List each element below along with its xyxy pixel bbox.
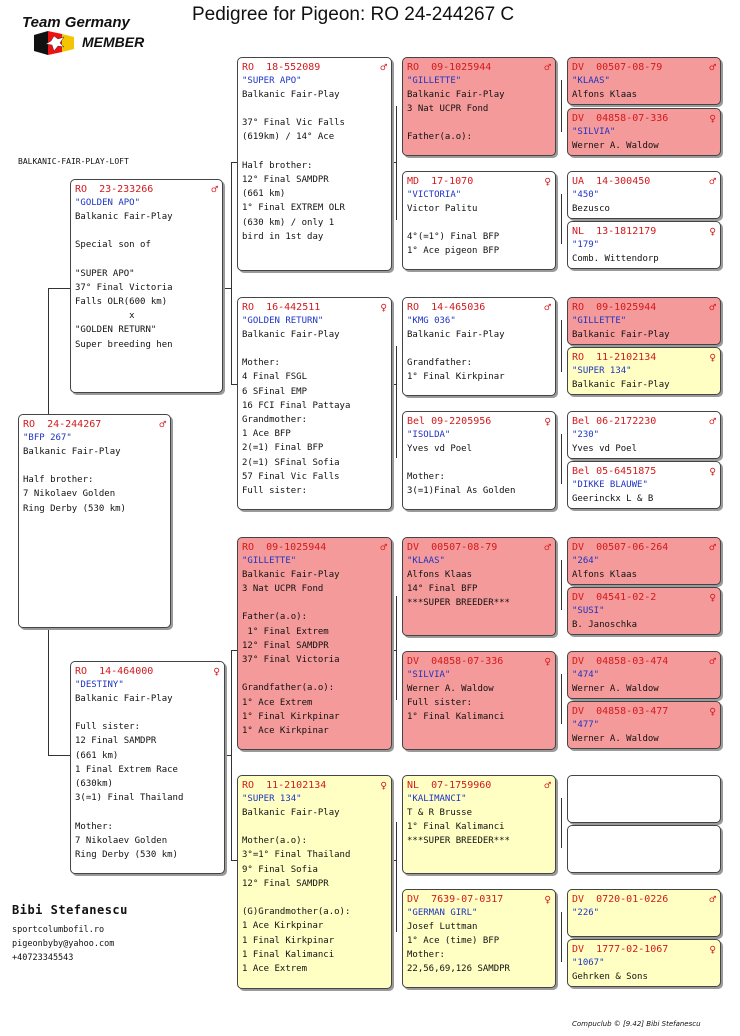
pigeon-owner: Balkanic Fair-Play [407, 330, 505, 340]
connector-line [561, 798, 562, 848]
gen4-card-14-empty[interactable] [567, 825, 721, 873]
male-sex-icon: ♂ [211, 183, 218, 196]
ring-number: RO 14-464000 [75, 666, 154, 677]
pigeon-notes: Half brother: 7 Nikolaev Golden Ring Derby (530 km) [23, 475, 126, 514]
connector-line [231, 650, 232, 860]
gen3-card-7[interactable] [402, 775, 556, 874]
pigeon-notes: 37° Final Vic Falls (619km) / 14° Ace Half brother: 12° Final SAMDPR (661 km) 1° Final EXTREM OLR (630 km) / only 1 bird in 1st day [242, 118, 345, 242]
ring-number: RO 11-2102134 [242, 780, 327, 791]
pigeon-name: "450" [572, 190, 600, 200]
pigeon-notes: 1° Final Kalimanci ***SUPER BREEDER*** [407, 822, 510, 847]
ring-number: MD 17-1070 [407, 176, 474, 187]
female-sex-icon: ♀ [709, 943, 716, 956]
pigeon-name: "GOLDEN APO" [75, 198, 141, 208]
ring-number: DV 00507-08-79 [572, 62, 663, 73]
pigeon-owner: Werner A. Waldow [572, 141, 659, 151]
pigeon-owner: Victor Palitu [407, 204, 478, 214]
pigeon-name: "SUPER APO" [242, 76, 302, 86]
pigeon-name: "179" [572, 240, 600, 250]
connector-line [48, 288, 49, 417]
connector-line [561, 912, 562, 962]
ring-number: Bel 05-6451875 [572, 466, 657, 477]
female-sex-icon: ♀ [709, 225, 716, 238]
ring-number: DV 00507-06-264 [572, 542, 669, 553]
pigeon-owner: T & R Brusse [407, 808, 473, 818]
male-sex-icon: ♂ [544, 541, 551, 554]
ring-number: RO 16-442511 [242, 302, 321, 313]
connector-line [561, 80, 562, 132]
connector-line [396, 106, 397, 220]
ring-number: RO 18-552089 [242, 62, 321, 73]
pigeon-owner: Balkanic Fair-Play [242, 330, 340, 340]
male-sex-icon: ♂ [544, 61, 551, 74]
male-sex-icon: ♂ [709, 175, 716, 188]
ring-number: Bel 09-2205956 [407, 416, 492, 427]
pigeon-notes: 3 Nat UCPR Fond Father(a.o): [407, 104, 489, 143]
gen4-card-9[interactable] [567, 537, 721, 585]
pigeon-owner: Alfons Klaas [572, 570, 638, 580]
pigeon-owner: Balkanic Fair-Play [23, 447, 121, 457]
gen3-card-8[interactable] [402, 889, 556, 988]
ring-number: Bel 06-2172230 [572, 416, 657, 427]
sire-sire-card[interactable] [237, 57, 392, 271]
ring-number: DV 04858-03-477 [572, 706, 669, 717]
gen4-card-6[interactable] [567, 347, 721, 395]
gen4-card-7[interactable] [567, 411, 721, 459]
gen4-card-3[interactable] [567, 171, 721, 219]
pigeon-owner: Werner A. Waldow [407, 684, 494, 694]
male-sex-icon: ♂ [380, 61, 387, 74]
connector-line [222, 288, 231, 289]
pigeon-owner: Balkanic Fair-Play [242, 808, 340, 818]
ring-number: RO 09-1025944 [242, 542, 327, 553]
female-sex-icon: ♀ [380, 779, 387, 792]
connector-line [561, 194, 562, 244]
ring-number: DV 00507-08-79 [407, 542, 498, 553]
ring-number: NL 07-1759960 [407, 780, 492, 791]
male-sex-icon: ♂ [709, 893, 716, 906]
pigeon-name: "264" [572, 556, 600, 566]
pigeon-notes: Mother: 4 Final FSGL 6 SFinal EMP 16 FCI Final Pattaya Grandmother: 1 Ace BFP 2(=1) Final BFP 2(=1) SFinal Sofia 57 Final Vic Falls Full sister: [242, 358, 351, 497]
connector-line [231, 162, 232, 384]
pigeon-owner: Balkanic Fair-Play [242, 570, 340, 580]
subject-pigeon-card[interactable] [18, 414, 171, 628]
male-sex-icon: ♂ [380, 541, 387, 554]
pigeon-name: "230" [572, 430, 600, 440]
ring-number: RO 24-244267 [23, 419, 102, 430]
gen4-card-2[interactable] [567, 108, 721, 156]
ring-number: DV 1777-02-1067 [572, 944, 669, 955]
pigeon-notes: 1° Ace (time) BFP Mother: 22,56,69,126 SAMDPR [407, 936, 510, 975]
female-sex-icon: ♀ [544, 175, 551, 188]
pigeon-owner: Balkanic Fair-Play [75, 212, 173, 222]
female-sex-icon: ♀ [544, 415, 551, 428]
connector-line [48, 288, 71, 289]
pigeon-notes: Grandfather: 1° Final Kirkpinar [407, 358, 505, 383]
breeder-website: sportcolumbofil.ro [12, 925, 105, 935]
german-eagle-flag-icon [34, 31, 74, 55]
connector-line [561, 434, 562, 484]
connector-line [396, 346, 397, 458]
pigeon-notes: Mother: 3(=1)Final As Golden [407, 472, 516, 497]
gen4-card-11[interactable] [567, 651, 721, 699]
pigeon-owner: Balkanic Fair-Play [572, 330, 670, 340]
ring-number: UA 14-300450 [572, 176, 651, 187]
pigeon-owner: Balkanic Fair-Play [572, 380, 670, 390]
connector-line [224, 755, 231, 756]
pigeon-name: "SUSI" [572, 606, 605, 616]
gen4-card-15[interactable] [567, 889, 721, 937]
ring-number: DV 0720-01-0226 [572, 894, 669, 905]
gen3-card-6[interactable] [402, 651, 556, 750]
connector-line [561, 674, 562, 724]
pigeon-name: "1067" [572, 958, 605, 968]
dam-sire-card[interactable] [237, 537, 392, 750]
pigeon-owner: Geerinckx L & B [572, 494, 654, 504]
pigeon-name: "BFP 267" [23, 433, 72, 443]
male-sex-icon: ♂ [709, 61, 716, 74]
gen4-card-1[interactable] [567, 57, 721, 105]
female-sex-icon: ♀ [544, 655, 551, 668]
gen4-card-4[interactable] [567, 221, 721, 269]
pigeon-name: "VICTORIA" [407, 190, 462, 200]
gen3-card-1[interactable] [402, 57, 556, 156]
pigeon-name: "GOLDEN RETURN" [242, 316, 324, 326]
ring-number: DV 04541-02-2 [572, 592, 657, 603]
female-sex-icon: ♀ [544, 893, 551, 906]
dam-dam-card[interactable] [237, 775, 392, 989]
pigeon-owner: Yves vd Poel [407, 444, 473, 454]
female-sex-icon: ♀ [709, 591, 716, 604]
pigeon-name: "KMG 036" [407, 316, 456, 326]
loft-name: BALKANIC-FAIR-PLAY-LOFT [18, 157, 129, 166]
pigeon-name: "KLAAS" [407, 556, 445, 566]
pigeon-notes: 3 Nat UCPR Fond Father(a.o): 1° Final Extrem 12° Final SAMDPR 37° Final Victoria Grandfather(a.o): 1° Ace Extrem 1° Final Kirkpinar 1° Ace Kirkpinar [242, 584, 340, 737]
footer-credit: Compuclub © [9.42] Bibi Stefanescu [572, 1020, 701, 1028]
team-label: Team Germany [22, 14, 130, 31]
ring-number: RO 23-233266 [75, 184, 154, 195]
female-sex-icon: ♀ [709, 351, 716, 364]
connector-line [396, 596, 397, 700]
ring-number: RO 14-465036 [407, 302, 486, 313]
gen3-card-4[interactable] [402, 411, 556, 510]
gen4-card-13-empty[interactable] [567, 775, 721, 823]
gen4-card-16[interactable] [567, 939, 721, 987]
pigeon-name: "SILVIA" [407, 670, 451, 680]
breeder-name: Bibi Stefanescu [12, 903, 128, 917]
pigeon-name: "477" [572, 720, 600, 730]
gen3-card-5[interactable] [402, 537, 556, 636]
ring-number: DV 7639-07-0317 [407, 894, 504, 905]
pigeon-owner: Yves vd Poel [572, 444, 638, 454]
female-sex-icon: ♀ [380, 301, 387, 314]
male-sex-icon: ♂ [709, 541, 716, 554]
pigeon-name: "474" [572, 670, 600, 680]
male-sex-icon: ♂ [159, 418, 166, 431]
pigeon-name: "DIKKE BLAUWE" [572, 480, 648, 490]
connector-line [48, 627, 49, 755]
page-title: Pedigree for Pigeon: RO 24-244267 C [192, 4, 515, 25]
male-sex-icon: ♂ [709, 415, 716, 428]
pigeon-owner: Gehrken & Sons [572, 972, 648, 982]
pigeon-name: "GILLETTE" [407, 76, 462, 86]
pigeon-name: "SUPER 134" [572, 366, 632, 376]
pigeon-name: "GERMAN GIRL" [407, 908, 478, 918]
male-sex-icon: ♂ [709, 301, 716, 314]
member-label: MEMBER [82, 34, 145, 50]
sire-card[interactable] [70, 179, 223, 393]
gen4-card-8[interactable] [567, 461, 721, 509]
pigeon-owner: Balkanic Fair-Play [242, 90, 340, 100]
pigeon-name: "ISOLDA" [407, 430, 451, 440]
gen3-card-2[interactable] [402, 171, 556, 270]
pigeon-owner: Werner A. Waldow [572, 734, 659, 744]
pigeon-owner: Comb. Wittendorp [572, 254, 659, 264]
pigeon-owner: Balkanic Fair-Play [75, 694, 173, 704]
pigeon-name: "GILLETTE" [572, 316, 627, 326]
ring-number: DV 04858-07-336 [407, 656, 504, 667]
pigeon-owner: Alfons Klaas [407, 570, 473, 580]
pigeon-notes: Full sister: 12 Final SAMDPR (661 km) 1 Final Extrem Race (630km) 3(=1) Final Thailand Mother: 7 Nikolaev Golden Ring Derby (530 km) [75, 722, 184, 861]
male-sex-icon: ♂ [544, 301, 551, 314]
pigeon-notes: Mother(a.o): 3°=1° Final Thailand 9° Final Sofia 12° Final SAMDPR (G)Grandmother(a.o): 1 Ace Kirkpinar 1 Final Kirkpinar 1 Final Kalimanci 1 Ace Extrem [242, 836, 351, 975]
pigeon-owner: Alfons Klaas [572, 90, 638, 100]
ring-number: RO 11-2102134 [572, 352, 657, 363]
pigeon-name: "226" [572, 908, 600, 918]
male-sex-icon: ♂ [544, 779, 551, 792]
pigeon-owner: Josef Luttman [407, 922, 478, 932]
pigeon-owner: B. Janoschka [572, 620, 638, 630]
gen4-card-10[interactable] [567, 587, 721, 635]
female-sex-icon: ♀ [709, 465, 716, 478]
pigeon-notes: Special son of "SUPER APO" 37° Final Victoria Falls OLR(600 km) x "GOLDEN RETURN" Super breeding hen [75, 240, 173, 350]
pigeon-notes: 14° Final BFP ***SUPER BREEDER*** [407, 584, 510, 609]
ring-number: DV 04858-03-474 [572, 656, 669, 667]
connector-line [561, 320, 562, 372]
gen3-card-3[interactable] [402, 297, 556, 396]
sire-dam-card[interactable] [237, 297, 392, 510]
male-sex-icon: ♂ [709, 655, 716, 668]
pigeon-name: "DESTINY" [75, 680, 124, 690]
pigeon-notes: 4°(=1°) Final BFP 1° Ace pigeon BFP [407, 232, 500, 257]
connector-line [396, 822, 397, 932]
pigeon-name: "SUPER 134" [242, 794, 302, 804]
connector-line [561, 560, 562, 610]
gen4-card-12[interactable] [567, 701, 721, 749]
female-sex-icon: ♀ [709, 705, 716, 718]
ring-number: RO 09-1025944 [572, 302, 657, 313]
gen4-card-5[interactable] [567, 297, 721, 345]
female-sex-icon: ♀ [709, 112, 716, 125]
ring-number: RO 09-1025944 [407, 62, 492, 73]
pigeon-name: "KLAAS" [572, 76, 610, 86]
dam-card[interactable] [70, 661, 225, 874]
female-sex-icon: ♀ [213, 665, 220, 678]
pigeon-name: "KALIMANCI" [407, 794, 467, 804]
pigeon-notes: Full sister: 1° Final Kalimanci [407, 698, 505, 723]
connector-line [48, 755, 71, 756]
pigeon-owner: Werner A. Waldow [572, 684, 659, 694]
ring-number: NL 13-1812179 [572, 226, 657, 237]
pigeon-owner: Bezusco [572, 204, 610, 214]
pigeon-owner: Balkanic Fair-Play [407, 90, 505, 100]
pigeon-name: "GILLETTE" [242, 556, 297, 566]
pigeon-name: "SILVIA" [572, 127, 616, 137]
breeder-email: pigeonbyby@yahoo.com [12, 939, 115, 949]
ring-number: DV 04858-07-336 [572, 113, 669, 124]
breeder-phone: +40723345543 [12, 953, 74, 963]
